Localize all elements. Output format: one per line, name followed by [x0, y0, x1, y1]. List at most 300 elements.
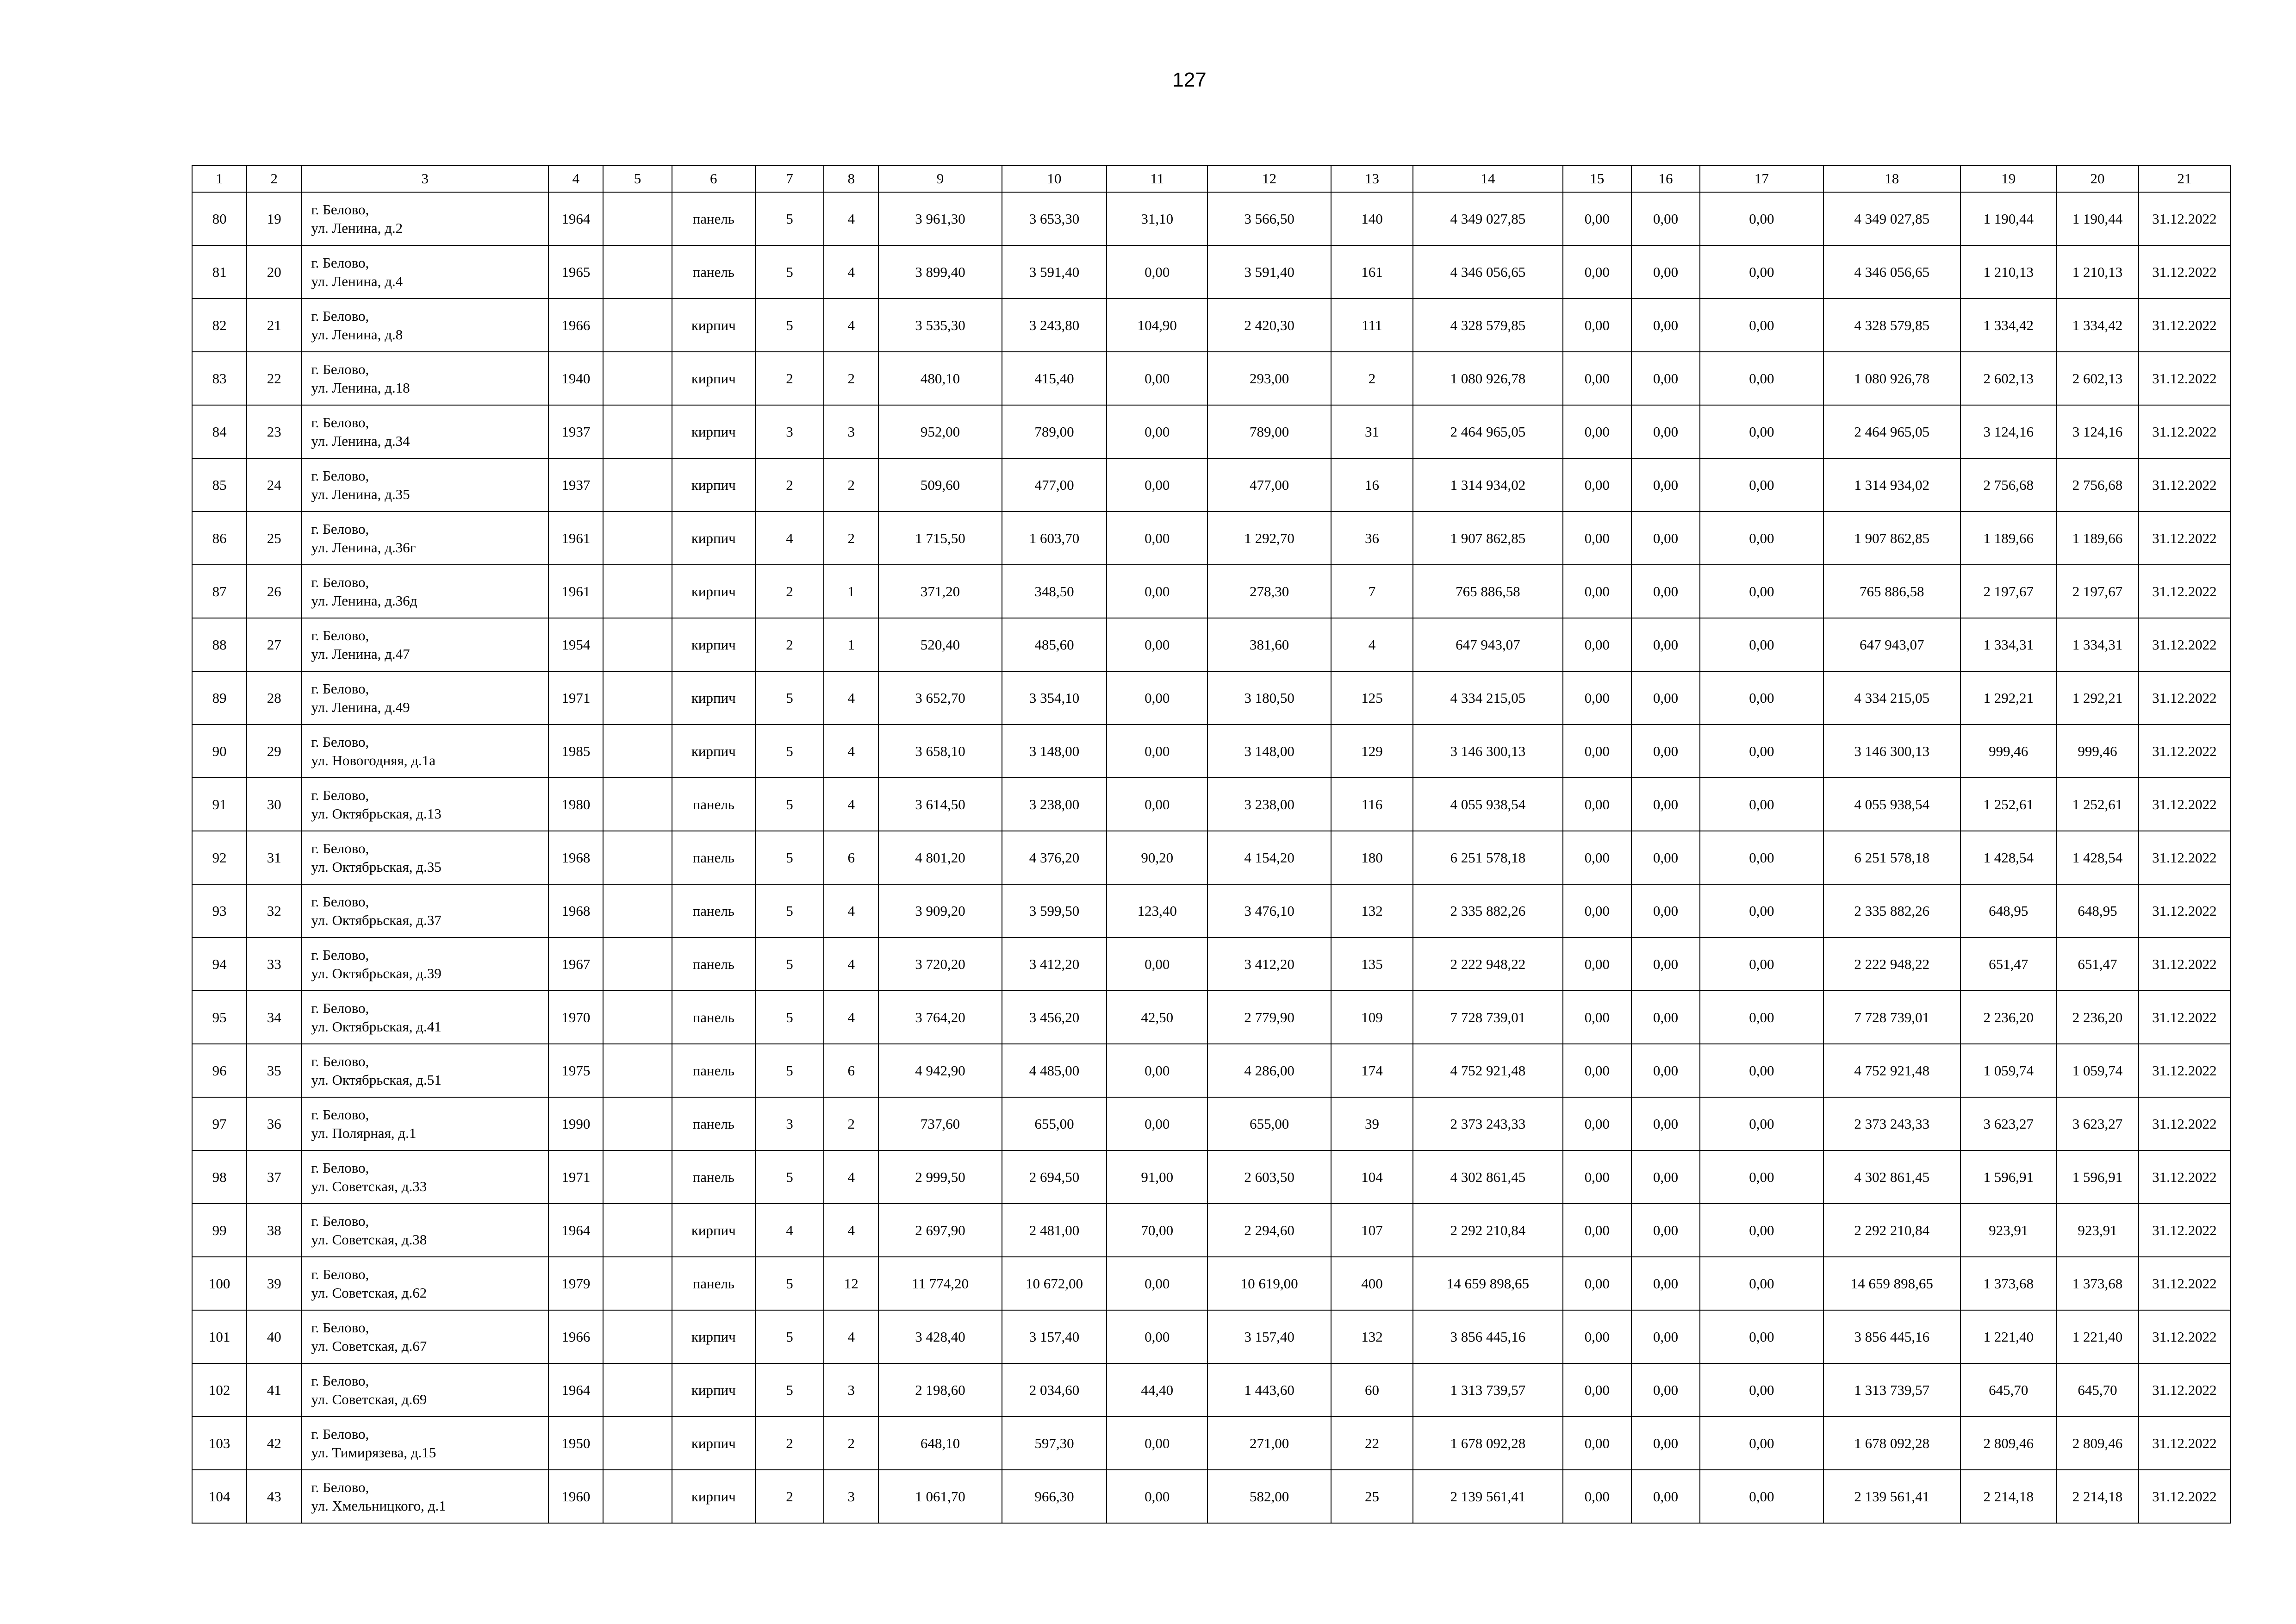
cell-col-4: 1980	[548, 778, 603, 831]
cell-col-7: 5	[755, 991, 824, 1044]
cell-col-12: 2 779,90	[1207, 991, 1331, 1044]
cell-col-20: 1 292,21	[2056, 671, 2138, 725]
address-cell	[301, 671, 548, 725]
cell-col-9: 4 942,90	[878, 1044, 1002, 1097]
cell-col-2: 23	[247, 405, 301, 458]
cell-col-15: 0,00	[1563, 405, 1631, 458]
cell-col-5	[603, 991, 672, 1044]
cell-col-6: панель	[672, 831, 755, 884]
cell-col-18: 1 907 862,85	[1823, 512, 1960, 565]
cell-col-10: 3 157,40	[1002, 1310, 1107, 1363]
cell-col-8: 4	[824, 1310, 878, 1363]
cell-col-12: 2 603,50	[1207, 1150, 1331, 1204]
cell-col-17: 0,00	[1700, 565, 1823, 618]
cell-col-18: 4 334 215,05	[1823, 671, 1960, 725]
address-cell	[301, 991, 548, 1044]
cell-col-4: 1966	[548, 299, 603, 352]
cell-col-17: 0,00	[1700, 299, 1823, 352]
address-city: г. Белово,	[311, 733, 369, 750]
column-header-18: 18	[1823, 165, 1960, 192]
cell-col-9: 648,10	[878, 1417, 1002, 1470]
cell-col-6: кирпич	[672, 618, 755, 671]
cell-col-16: 0,00	[1631, 1417, 1700, 1470]
cell-col-17: 0,00	[1700, 1417, 1823, 1470]
cell-col-10: 655,00	[1002, 1097, 1107, 1150]
cell-col-12: 278,30	[1207, 565, 1331, 618]
table-row	[192, 1204, 2230, 1257]
cell-col-10: 3 591,40	[1002, 245, 1107, 299]
table-row	[192, 991, 2230, 1044]
cell-col-1: 99	[192, 1204, 247, 1257]
cell-col-7: 5	[755, 192, 824, 245]
cell-col-16: 0,00	[1631, 1363, 1700, 1417]
address-street: ул. Ленина, д.4	[311, 273, 403, 289]
table-row	[192, 937, 2230, 991]
cell-col-2: 25	[247, 512, 301, 565]
address-street: ул. Октябрьская, д.13	[311, 805, 442, 822]
cell-col-16: 0,00	[1631, 725, 1700, 778]
cell-col-9: 3 720,20	[878, 937, 1002, 991]
cell-col-19: 1 292,21	[1960, 671, 2056, 725]
cell-col-1: 104	[192, 1470, 247, 1523]
cell-col-19: 648,95	[1960, 884, 2056, 937]
cell-col-1: 103	[192, 1417, 247, 1470]
cell-col-10: 3 456,20	[1002, 991, 1107, 1044]
cell-col-7: 2	[755, 565, 824, 618]
cell-col-21: 31.12.2022	[2139, 778, 2230, 831]
cell-col-14: 1 678 092,28	[1413, 1417, 1563, 1470]
cell-col-15: 0,00	[1563, 192, 1631, 245]
cell-col-7: 5	[755, 1310, 824, 1363]
cell-col-19: 1 373,68	[1960, 1257, 2056, 1310]
address-street: ул. Ленина, д.47	[311, 645, 410, 662]
cell-col-10: 2 034,60	[1002, 1363, 1107, 1417]
address-street: ул. Ленина, д.18	[311, 379, 410, 396]
cell-col-5	[603, 937, 672, 991]
cell-col-11: 0,00	[1107, 1044, 1207, 1097]
cell-col-6: панель	[672, 1097, 755, 1150]
cell-col-14: 1 313 739,57	[1413, 1363, 1563, 1417]
address-cell	[301, 458, 548, 512]
page-number: 127	[1172, 69, 1207, 91]
cell-col-12: 381,60	[1207, 618, 1331, 671]
cell-col-15: 0,00	[1563, 1310, 1631, 1363]
column-header-13: 13	[1331, 165, 1413, 192]
cell-col-11: 0,00	[1107, 778, 1207, 831]
cell-col-12: 2 294,60	[1207, 1204, 1331, 1257]
cell-col-8: 3	[824, 1470, 878, 1523]
cell-col-11: 0,00	[1107, 512, 1207, 565]
address-street: ул. Ленина, д.36д	[311, 592, 417, 609]
cell-col-18: 4 328 579,85	[1823, 299, 1960, 352]
cell-col-10: 3 238,00	[1002, 778, 1107, 831]
cell-col-18: 647 943,07	[1823, 618, 1960, 671]
address-cell	[301, 299, 548, 352]
cell-col-8: 4	[824, 671, 878, 725]
cell-col-21: 31.12.2022	[2139, 1417, 2230, 1470]
cell-col-16: 0,00	[1631, 1470, 1700, 1523]
cell-col-14: 1 907 862,85	[1413, 512, 1563, 565]
cell-col-15: 0,00	[1563, 671, 1631, 725]
cell-col-14: 4 302 861,45	[1413, 1150, 1563, 1204]
table-row	[192, 778, 2230, 831]
cell-col-8: 2	[824, 352, 878, 405]
cell-col-20: 2 756,68	[2056, 458, 2138, 512]
cell-col-12: 3 157,40	[1207, 1310, 1331, 1363]
column-header-7: 7	[755, 165, 824, 192]
cell-col-13: 129	[1331, 725, 1413, 778]
address-cell	[301, 1204, 548, 1257]
cell-col-5	[603, 1204, 672, 1257]
cell-col-7: 4	[755, 1204, 824, 1257]
cell-col-18: 2 335 882,26	[1823, 884, 1960, 937]
cell-col-20: 1 059,74	[2056, 1044, 2138, 1097]
address-cell	[301, 1470, 548, 1523]
cell-col-11: 104,90	[1107, 299, 1207, 352]
cell-col-4: 1940	[548, 352, 603, 405]
address-city: г. Белово,	[311, 1266, 369, 1282]
cell-col-13: 16	[1331, 458, 1413, 512]
cell-col-19: 2 214,18	[1960, 1470, 2056, 1523]
cell-col-8: 1	[824, 565, 878, 618]
cell-col-8: 4	[824, 299, 878, 352]
cell-col-5	[603, 1363, 672, 1417]
cell-col-13: 140	[1331, 192, 1413, 245]
cell-col-6: кирпич	[672, 352, 755, 405]
cell-col-10: 2 481,00	[1002, 1204, 1107, 1257]
table-body	[192, 192, 2230, 1523]
cell-col-19: 2 197,67	[1960, 565, 2056, 618]
cell-col-4: 1967	[548, 937, 603, 991]
address-city: г. Белово,	[311, 1159, 369, 1176]
cell-col-11: 0,00	[1107, 937, 1207, 991]
cell-col-5	[603, 1310, 672, 1363]
cell-col-12: 3 148,00	[1207, 725, 1331, 778]
cell-col-2: 24	[247, 458, 301, 512]
address-city: г. Белово,	[311, 1372, 369, 1389]
cell-col-9: 3 614,50	[878, 778, 1002, 831]
cell-col-21: 31.12.2022	[2139, 458, 2230, 512]
cell-col-7: 5	[755, 937, 824, 991]
cell-col-16: 0,00	[1631, 192, 1700, 245]
cell-col-4: 1960	[548, 1470, 603, 1523]
cell-col-9: 952,00	[878, 405, 1002, 458]
address-city: г. Белово,	[311, 467, 369, 484]
cell-col-11: 42,50	[1107, 991, 1207, 1044]
cell-col-6: кирпич	[672, 405, 755, 458]
cell-col-5	[603, 192, 672, 245]
cell-col-5	[603, 352, 672, 405]
cell-col-15: 0,00	[1563, 245, 1631, 299]
cell-col-21: 31.12.2022	[2139, 884, 2230, 937]
address-city: г. Белово,	[311, 627, 369, 643]
cell-col-10: 4 485,00	[1002, 1044, 1107, 1097]
cell-col-1: 82	[192, 299, 247, 352]
cell-col-14: 765 886,58	[1413, 565, 1563, 618]
cell-col-6: кирпич	[672, 1204, 755, 1257]
cell-col-18: 4 055 938,54	[1823, 778, 1960, 831]
cell-col-17: 0,00	[1700, 1257, 1823, 1310]
cell-col-12: 3 476,10	[1207, 884, 1331, 937]
cell-col-9: 1 715,50	[878, 512, 1002, 565]
cell-col-16: 0,00	[1631, 352, 1700, 405]
cell-col-17: 0,00	[1700, 458, 1823, 512]
cell-col-11: 0,00	[1107, 458, 1207, 512]
cell-col-15: 0,00	[1563, 565, 1631, 618]
cell-col-7: 5	[755, 778, 824, 831]
cell-col-14: 1 314 934,02	[1413, 458, 1563, 512]
address-cell	[301, 1150, 548, 1204]
cell-col-13: 400	[1331, 1257, 1413, 1310]
cell-col-4: 1971	[548, 1150, 603, 1204]
column-header-20: 20	[2056, 165, 2138, 192]
cell-col-11: 0,00	[1107, 618, 1207, 671]
cell-col-20: 2 197,67	[2056, 565, 2138, 618]
cell-col-16: 0,00	[1631, 618, 1700, 671]
cell-col-8: 3	[824, 1363, 878, 1417]
address-street: ул. Советская, д.38	[311, 1231, 427, 1248]
cell-col-8: 6	[824, 831, 878, 884]
cell-col-1: 81	[192, 245, 247, 299]
cell-col-1: 94	[192, 937, 247, 991]
cell-col-1: 87	[192, 565, 247, 618]
cell-col-17: 0,00	[1700, 1310, 1823, 1363]
cell-col-1: 83	[192, 352, 247, 405]
cell-col-4: 1990	[548, 1097, 603, 1150]
address-street: ул. Ленина, д.36г	[311, 539, 416, 556]
cell-col-10: 3 243,80	[1002, 299, 1107, 352]
cell-col-7: 3	[755, 1097, 824, 1150]
cell-col-1: 100	[192, 1257, 247, 1310]
address-cell	[301, 245, 548, 299]
cell-col-21: 31.12.2022	[2139, 192, 2230, 245]
cell-col-13: 2	[1331, 352, 1413, 405]
cell-col-14: 4 055 938,54	[1413, 778, 1563, 831]
address-cell	[301, 1044, 548, 1097]
cell-col-9: 509,60	[878, 458, 1002, 512]
cell-col-7: 5	[755, 245, 824, 299]
cell-col-16: 0,00	[1631, 565, 1700, 618]
cell-col-15: 0,00	[1563, 1044, 1631, 1097]
cell-col-20: 1 373,68	[2056, 1257, 2138, 1310]
cell-col-18: 6 251 578,18	[1823, 831, 1960, 884]
cell-col-6: панель	[672, 192, 755, 245]
cell-col-6: панель	[672, 1257, 755, 1310]
address-street: ул. Хмельницкого, д.1	[311, 1497, 446, 1514]
cell-col-19: 645,70	[1960, 1363, 2056, 1417]
cell-col-14: 647 943,07	[1413, 618, 1563, 671]
cell-col-9: 480,10	[878, 352, 1002, 405]
cell-col-15: 0,00	[1563, 884, 1631, 937]
table-row	[192, 1044, 2230, 1097]
cell-col-5	[603, 1044, 672, 1097]
cell-col-6: кирпич	[672, 565, 755, 618]
cell-col-12: 10 619,00	[1207, 1257, 1331, 1310]
cell-col-2: 40	[247, 1310, 301, 1363]
cell-col-4: 1966	[548, 1310, 603, 1363]
cell-col-12: 4 154,20	[1207, 831, 1331, 884]
cell-col-14: 2 292 210,84	[1413, 1204, 1563, 1257]
table-row	[192, 192, 2230, 245]
cell-col-4: 1961	[548, 565, 603, 618]
cell-col-6: панель	[672, 778, 755, 831]
cell-col-16: 0,00	[1631, 1257, 1700, 1310]
cell-col-18: 2 222 948,22	[1823, 937, 1960, 991]
cell-col-8: 4	[824, 725, 878, 778]
cell-col-15: 0,00	[1563, 831, 1631, 884]
cell-col-12: 3 238,00	[1207, 778, 1331, 831]
address-city: г. Белово,	[311, 680, 369, 697]
column-header-10: 10	[1002, 165, 1107, 192]
table-row	[192, 1363, 2230, 1417]
cell-col-17: 0,00	[1700, 1470, 1823, 1523]
cell-col-19: 3 623,27	[1960, 1097, 2056, 1150]
cell-col-15: 0,00	[1563, 991, 1631, 1044]
cell-col-18: 1 313 739,57	[1823, 1363, 1960, 1417]
cell-col-13: 132	[1331, 884, 1413, 937]
cell-col-7: 5	[755, 1363, 824, 1417]
cell-col-13: 107	[1331, 1204, 1413, 1257]
cell-col-2: 38	[247, 1204, 301, 1257]
cell-col-10: 2 694,50	[1002, 1150, 1107, 1204]
cell-col-6: панель	[672, 937, 755, 991]
address-street: ул. Ленина, д.34	[311, 432, 410, 449]
cell-col-1: 95	[192, 991, 247, 1044]
address-street: ул. Октябрьская, д.41	[311, 1018, 442, 1035]
cell-col-10: 3 148,00	[1002, 725, 1107, 778]
cell-col-6: кирпич	[672, 1470, 755, 1523]
cell-col-17: 0,00	[1700, 1204, 1823, 1257]
cell-col-16: 0,00	[1631, 991, 1700, 1044]
cell-col-7: 5	[755, 1257, 824, 1310]
cell-col-19: 1 596,91	[1960, 1150, 2056, 1204]
cell-col-21: 31.12.2022	[2139, 937, 2230, 991]
cell-col-7: 5	[755, 884, 824, 937]
table-row	[192, 831, 2230, 884]
cell-col-17: 0,00	[1700, 405, 1823, 458]
cell-col-21: 31.12.2022	[2139, 1470, 2230, 1523]
cell-col-14: 2 222 948,22	[1413, 937, 1563, 991]
cell-col-9: 11 774,20	[878, 1257, 1002, 1310]
cell-col-16: 0,00	[1631, 1044, 1700, 1097]
cell-col-10: 4 376,20	[1002, 831, 1107, 884]
cell-col-10: 3 599,50	[1002, 884, 1107, 937]
cell-col-4: 1964	[548, 1204, 603, 1257]
cell-col-18: 2 373 243,33	[1823, 1097, 1960, 1150]
cell-col-20: 1 189,66	[2056, 512, 2138, 565]
cell-col-18: 2 292 210,84	[1823, 1204, 1960, 1257]
cell-col-18: 14 659 898,65	[1823, 1257, 1960, 1310]
cell-col-1: 93	[192, 884, 247, 937]
cell-col-13: 174	[1331, 1044, 1413, 1097]
cell-col-7: 2	[755, 1417, 824, 1470]
cell-col-1: 92	[192, 831, 247, 884]
cell-col-5	[603, 884, 672, 937]
cell-col-16: 0,00	[1631, 1204, 1700, 1257]
cell-col-8: 4	[824, 192, 878, 245]
cell-col-2: 42	[247, 1417, 301, 1470]
cell-col-4: 1964	[548, 1363, 603, 1417]
cell-col-16: 0,00	[1631, 1310, 1700, 1363]
address-street: ул. Советская, д.62	[311, 1284, 427, 1301]
cell-col-18: 2 139 561,41	[1823, 1470, 1960, 1523]
cell-col-13: 180	[1331, 831, 1413, 884]
table-row	[192, 352, 2230, 405]
address-street: ул. Советская, д.69	[311, 1391, 427, 1407]
address-city: г. Белово,	[311, 840, 369, 856]
address-cell	[301, 565, 548, 618]
cell-col-7: 5	[755, 831, 824, 884]
cell-col-11: 70,00	[1107, 1204, 1207, 1257]
cell-col-7: 5	[755, 1044, 824, 1097]
cell-col-1: 89	[192, 671, 247, 725]
cell-col-19: 1 221,40	[1960, 1310, 2056, 1363]
cell-col-4: 1950	[548, 1417, 603, 1470]
cell-col-14: 4 349 027,85	[1413, 192, 1563, 245]
cell-col-10: 10 672,00	[1002, 1257, 1107, 1310]
cell-col-5	[603, 245, 672, 299]
cell-col-19: 923,91	[1960, 1204, 2056, 1257]
cell-col-9: 3 764,20	[878, 991, 1002, 1044]
address-city: г. Белово,	[311, 574, 369, 590]
cell-col-20: 2 236,20	[2056, 991, 2138, 1044]
cell-col-4: 1985	[548, 725, 603, 778]
cell-col-8: 4	[824, 778, 878, 831]
cell-col-4: 1965	[548, 245, 603, 299]
cell-col-1: 96	[192, 1044, 247, 1097]
cell-col-2: 21	[247, 299, 301, 352]
address-cell	[301, 1363, 548, 1417]
cell-col-6: кирпич	[672, 1417, 755, 1470]
cell-col-9: 3 652,70	[878, 671, 1002, 725]
cell-col-9: 3 909,20	[878, 884, 1002, 937]
cell-col-8: 4	[824, 991, 878, 1044]
column-header-3: 3	[301, 165, 548, 192]
cell-col-2: 35	[247, 1044, 301, 1097]
cell-col-16: 0,00	[1631, 778, 1700, 831]
cell-col-19: 999,46	[1960, 725, 2056, 778]
address-street: ул. Октябрьская, д.51	[311, 1071, 442, 1088]
cell-col-15: 0,00	[1563, 778, 1631, 831]
cell-col-1: 84	[192, 405, 247, 458]
cell-col-7: 2	[755, 618, 824, 671]
cell-col-13: 125	[1331, 671, 1413, 725]
cell-col-21: 31.12.2022	[2139, 565, 2230, 618]
cell-col-12: 1 443,60	[1207, 1363, 1331, 1417]
cell-col-15: 0,00	[1563, 1257, 1631, 1310]
cell-col-2: 29	[247, 725, 301, 778]
cell-col-20: 651,47	[2056, 937, 2138, 991]
cell-col-18: 765 886,58	[1823, 565, 1960, 618]
cell-col-13: 36	[1331, 512, 1413, 565]
cell-col-19: 1 210,13	[1960, 245, 2056, 299]
address-cell	[301, 884, 548, 937]
cell-col-6: панель	[672, 991, 755, 1044]
cell-col-12: 3 412,20	[1207, 937, 1331, 991]
table-row	[192, 245, 2230, 299]
cell-col-20: 645,70	[2056, 1363, 2138, 1417]
table-row	[192, 884, 2230, 937]
cell-col-17: 0,00	[1700, 1150, 1823, 1204]
cell-col-7: 5	[755, 725, 824, 778]
address-cell	[301, 831, 548, 884]
cell-col-6: кирпич	[672, 1310, 755, 1363]
cell-col-12: 1 292,70	[1207, 512, 1331, 565]
address-cell	[301, 1257, 548, 1310]
address-street: ул. Советская, д.33	[311, 1178, 427, 1194]
cell-col-1: 91	[192, 778, 247, 831]
cell-col-12: 3 566,50	[1207, 192, 1331, 245]
